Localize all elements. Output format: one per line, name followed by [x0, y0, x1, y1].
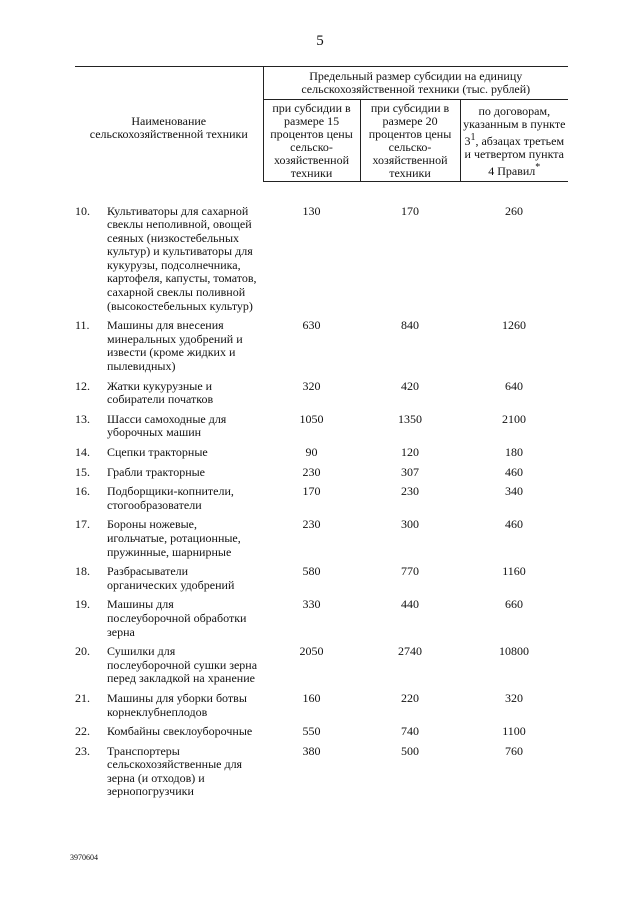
- subsidy-group-header: Предельный размер субсидии на единицу сельскохозяйственной техники (тыс. рублей): [263, 67, 568, 100]
- value-20-percent: 120: [401, 445, 420, 459]
- row-number: 22.: [75, 724, 90, 739]
- value-20-percent: 500: [401, 743, 420, 758]
- value-contracts: 320: [505, 690, 524, 705]
- row-number: 17.: [75, 517, 90, 532]
- contracts-header-superscript: 1: [470, 131, 476, 143]
- value-contracts: 760: [505, 743, 524, 758]
- table-row: [75, 319, 568, 379]
- table-body: [75, 182, 568, 806]
- document-code: 3970604: [70, 853, 98, 862]
- row-number: 19.: [75, 597, 90, 612]
- value-contracts: 1260: [502, 318, 527, 333]
- row-name: Жатки кукурузные и собиратели початков: [107, 378, 214, 407]
- row-name: Сушилки для послеуборочной сушки зерна перед закладкой на хранение: [107, 644, 258, 686]
- row-name: Грабли тракторные: [107, 464, 206, 479]
- value-15-percent: 320: [302, 378, 321, 393]
- column-header-20-percent: при субсидии в размере 20 процентов цены сельско-хозяйственной техники: [360, 100, 460, 182]
- value-contracts: 640: [505, 378, 524, 393]
- value-contracts: 340: [505, 484, 524, 499]
- table-row: [75, 565, 568, 598]
- row-name: Транспортеры сельскохозяйственные для зерна (и отходов) и зернопогрузчики: [107, 743, 243, 799]
- value-contracts: 460: [505, 464, 524, 479]
- row-number: 14.: [75, 445, 90, 459]
- row-name: Бороны ножевые, игольчатые, ротационные, пружинные, шарнирные: [107, 517, 241, 559]
- row-number: 20.: [75, 644, 90, 659]
- table-row: [75, 380, 568, 413]
- value-contracts: 10800: [499, 644, 530, 659]
- value-15-percent: 550: [302, 724, 321, 739]
- value-15-percent: 230: [302, 517, 321, 532]
- value-contracts: 660: [505, 597, 524, 612]
- value-20-percent: 220: [401, 690, 420, 705]
- row-name: Машины для внесения минеральных удобрений и извести (кроме жидких и пылевидных): [107, 318, 243, 374]
- row-name: Машины для уборки ботвы корнеклубнеплодов: [107, 690, 247, 719]
- value-20-percent: 307: [401, 464, 420, 479]
- value-contracts: 1160: [502, 564, 526, 579]
- value-20-percent: 2740: [398, 644, 423, 659]
- value-contracts: 460: [505, 517, 524, 532]
- value-15-percent: 130: [302, 204, 321, 218]
- value-15-percent: 380: [302, 743, 321, 758]
- value-contracts: 180: [505, 445, 524, 459]
- table-row: [75, 182, 568, 320]
- contracts-header-text-end: , абзацах третьем и четвертом пункта 4 Правил: [464, 133, 565, 178]
- name-column-header: Наименование сельскохозяйственной техники: [75, 67, 263, 182]
- value-20-percent: 840: [401, 318, 420, 333]
- value-20-percent: 170: [401, 204, 420, 218]
- page-number: 5: [316, 33, 324, 49]
- contracts-header-text-start: по договорам, указанным в пункте 3: [463, 103, 566, 148]
- value-contracts: 260: [505, 204, 524, 218]
- table-row: [75, 598, 568, 645]
- row-number: 16.: [75, 484, 90, 499]
- table-row: [75, 692, 568, 725]
- table-row: [75, 466, 568, 486]
- table-row: [75, 413, 568, 446]
- value-15-percent: 2050: [299, 644, 324, 659]
- value-20-percent: 440: [401, 597, 420, 612]
- row-number: 18.: [75, 564, 90, 579]
- value-20-percent: 300: [401, 517, 420, 532]
- value-15-percent: 580: [302, 564, 321, 579]
- value-20-percent: 420: [401, 378, 420, 393]
- value-15-percent: 160: [302, 690, 321, 705]
- column-header-contracts: [460, 100, 568, 182]
- row-number: 11.: [75, 318, 90, 333]
- table-row: [75, 518, 568, 565]
- row-name: Комбайны свеклоуборочные: [107, 724, 253, 739]
- value-15-percent: 230: [302, 464, 321, 479]
- table-row: [75, 645, 568, 692]
- value-20-percent: 230: [401, 484, 420, 499]
- row-name: Подборщики-копнители, стогообразователи: [107, 484, 234, 512]
- value-contracts: 2100: [502, 411, 527, 426]
- contracts-header-asterisk: *: [535, 161, 541, 173]
- value-15-percent: 630: [302, 318, 321, 333]
- table-row: [75, 446, 568, 466]
- table-row: [75, 725, 568, 745]
- row-name: Сцепки тракторные: [107, 445, 208, 459]
- value-20-percent: 740: [401, 724, 420, 739]
- value-20-percent: 770: [401, 564, 420, 579]
- row-number: 13.: [75, 411, 90, 426]
- value-15-percent: 170: [302, 484, 321, 499]
- row-number: 23.: [75, 743, 90, 758]
- row-number: 15.: [75, 464, 90, 479]
- row-number: 21.: [75, 690, 90, 705]
- value-15-percent: 90: [305, 445, 318, 459]
- subsidy-table: [75, 66, 568, 805]
- table-header: [75, 67, 568, 182]
- value-contracts: 1100: [502, 724, 526, 739]
- value-15-percent: 1050: [299, 411, 324, 426]
- row-number: 10.: [75, 203, 90, 218]
- row-number: 12.: [75, 378, 90, 393]
- row-name: Шасси самоходные для уборочных машин: [107, 411, 227, 440]
- table-row: [75, 745, 568, 805]
- value-20-percent: 1350: [398, 411, 423, 426]
- value-15-percent: 330: [302, 597, 321, 612]
- table-row: [75, 485, 568, 518]
- row-name: Культиваторы для сахарной свеклы неполивной, овощей сеяных (низкостебельных культур) и культиваторы для кукурузы, подсолнечника, картофеля, капусты, томатов, сахарной свеклы поливной (высокостебельных культур): [107, 203, 257, 313]
- row-name: Разбрасыватели органических удобрений: [107, 564, 235, 592]
- column-header-15-percent: при субсидии в размере 15 процентов цены сельско-хозяйственной техники: [263, 100, 360, 182]
- row-name: Машины для послеуборочной обработки зерна: [107, 597, 247, 639]
